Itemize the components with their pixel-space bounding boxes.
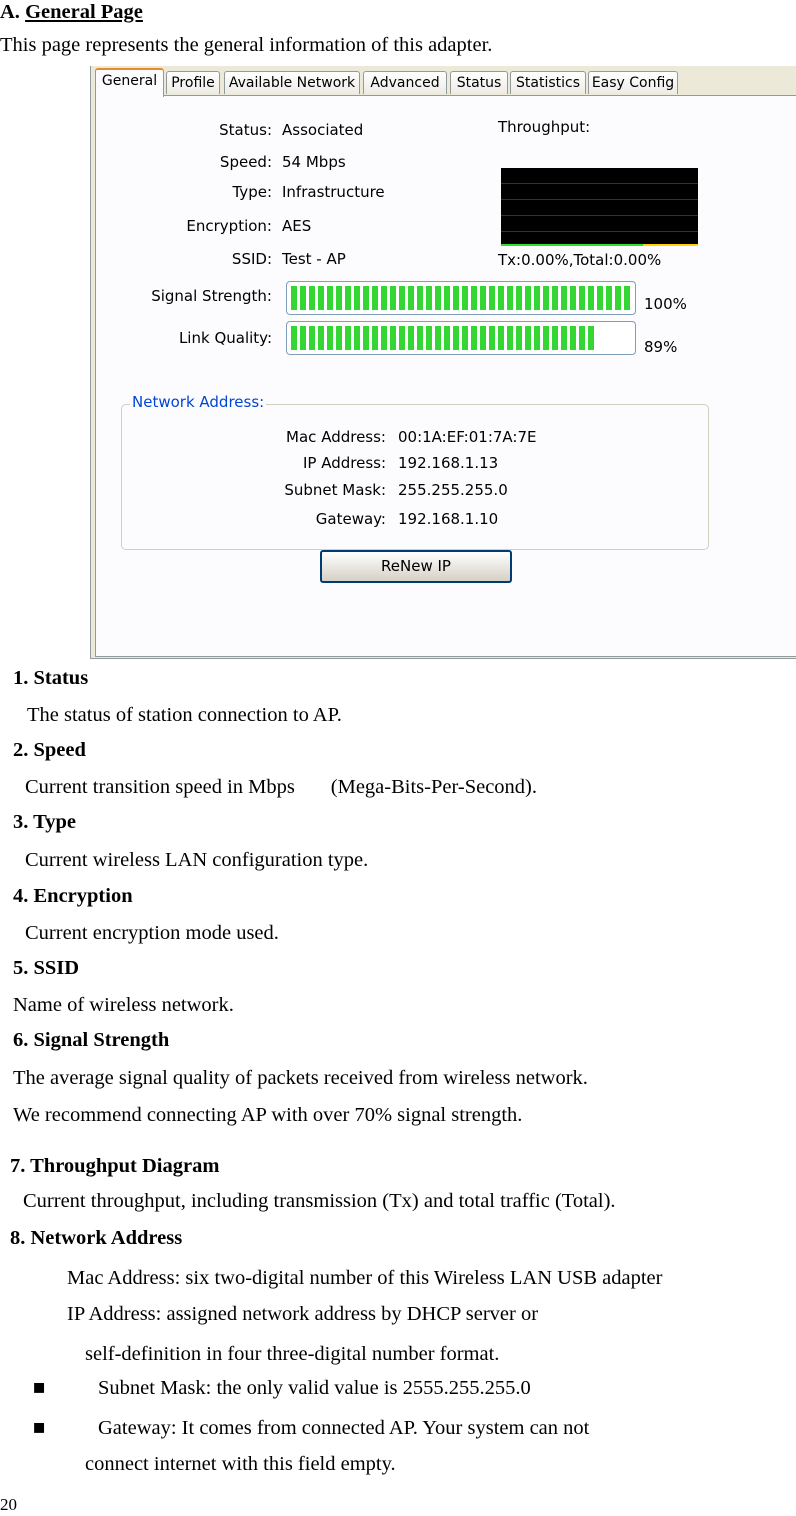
intro-text: This page represents the general information of this adapter. <box>0 34 493 56</box>
section-title-signal-strength: 6. Signal Strength <box>13 1029 170 1051</box>
section-title-encryption: 4. Encryption <box>13 885 133 907</box>
section-text-mac: Mac Address: six two-digital number of this Wireless LAN USB adapter <box>67 1267 663 1289</box>
adapter-utility-window <box>90 66 796 659</box>
bullet-icon: ■ <box>33 1417 46 1439</box>
heading-title: General Page <box>25 1 143 23</box>
section-text-throughput: Current throughput, including transmission (Tx) and total traffic (Total). <box>23 1190 616 1212</box>
tab-statistics[interactable]: Statistics <box>510 71 586 94</box>
type-value: Infrastructure <box>282 183 385 201</box>
section-text-status: The status of station connection to AP. <box>27 704 342 726</box>
throughput-title: Throughput: <box>498 118 591 136</box>
section-text-ip: IP Address: assigned network address by DHCP server or <box>67 1303 539 1325</box>
section-title-speed: 2. Speed <box>13 739 86 761</box>
tab-status[interactable]: Status <box>450 71 508 94</box>
tab-profile[interactable]: Profile <box>166 71 220 94</box>
link-quality-value: 89% <box>644 338 678 356</box>
section-text-gateway: Gateway: It comes from connected AP. Your system can not <box>98 1417 590 1439</box>
section-text-ip-cont: self-definition in four three-digital number format. <box>85 1343 500 1365</box>
ip-address-value: 192.168.1.13 <box>398 454 499 472</box>
section-text-ssid: Name of wireless network. <box>13 994 234 1016</box>
ip-address-label: IP Address: <box>302 454 386 472</box>
signal-strength-bar <box>286 281 636 315</box>
page-number: 20 <box>0 1495 17 1514</box>
section-text-subnet: Subnet Mask: the only valid value is 2555.255.255.0 <box>98 1377 531 1399</box>
status-value: Associated <box>282 121 364 139</box>
section-text-signal-strength-2: We recommend connecting AP with over 70% signal strength. <box>13 1104 523 1126</box>
encryption-label: Encryption: <box>186 217 272 235</box>
section-text-speed: Current transition speed in Mbps (Mega-Bits-Per-Second). <box>25 776 537 798</box>
network-address-group <box>121 404 709 550</box>
signal-strength-value: 100% <box>644 295 687 313</box>
tab-advanced[interactable]: Advanced <box>363 71 447 94</box>
section-heading <box>0 0 143 24</box>
bullet-icon: ■ <box>33 1377 46 1399</box>
section-text-signal-strength-1: The average signal quality of packets received from wireless network. <box>13 1067 588 1089</box>
gateway-value: 192.168.1.10 <box>398 510 499 528</box>
throughput-total-line <box>643 244 698 246</box>
section-title-ssid: 5. SSID <box>13 957 80 979</box>
throughput-readout: Tx:0.00%,Total:0.00% <box>498 251 662 269</box>
mac-address-label: Mac Address: <box>286 428 386 446</box>
link-quality-fill <box>291 326 594 350</box>
subnet-mask-label: Subnet Mask: <box>284 481 386 499</box>
renew-ip-button[interactable]: ReNew IP <box>320 550 512 583</box>
status-label: Status: <box>219 121 272 139</box>
section-title-type: 3. Type <box>13 811 77 833</box>
tab-available-network[interactable]: Available Network <box>224 71 360 94</box>
heading-prefix: A. <box>0 1 20 23</box>
link-quality-bar <box>286 321 636 355</box>
ssid-label: SSID: <box>231 250 272 268</box>
gateway-label: Gateway: <box>315 510 386 528</box>
section-text-encryption: Current encryption mode used. <box>25 922 279 944</box>
ssid-value: Test - AP <box>282 250 346 268</box>
speed-value: 54 Mbps <box>282 153 346 171</box>
encryption-value: AES <box>282 217 312 235</box>
mac-address-value: 00:1A:EF:01:7A:7E <box>398 428 537 446</box>
section-title-throughput: 7. Throughput Diagram <box>10 1155 220 1177</box>
type-label: Type: <box>232 183 272 201</box>
section-title-network-address: 8. Network Address <box>10 1227 183 1249</box>
section-title-status: 1. Status <box>13 667 89 689</box>
throughput-chart <box>501 168 698 246</box>
tab-general[interactable]: General <box>95 68 164 97</box>
signal-strength-fill <box>291 286 631 310</box>
signal-strength-label: Signal Strength: <box>151 287 272 305</box>
section-text-gateway-cont: connect internet with this field empty. <box>85 1453 396 1475</box>
link-quality-label: Link Quality: <box>178 329 272 347</box>
subnet-mask-value: 255.255.255.0 <box>398 481 508 499</box>
throughput-tx-line <box>501 244 643 246</box>
tab-easy-config[interactable]: Easy Config <box>588 71 678 94</box>
general-panel <box>95 95 796 657</box>
network-address-legend: Network Address: <box>132 393 265 411</box>
speed-label: Speed: <box>219 153 272 171</box>
section-text-type: Current wireless LAN configuration type. <box>25 849 369 871</box>
